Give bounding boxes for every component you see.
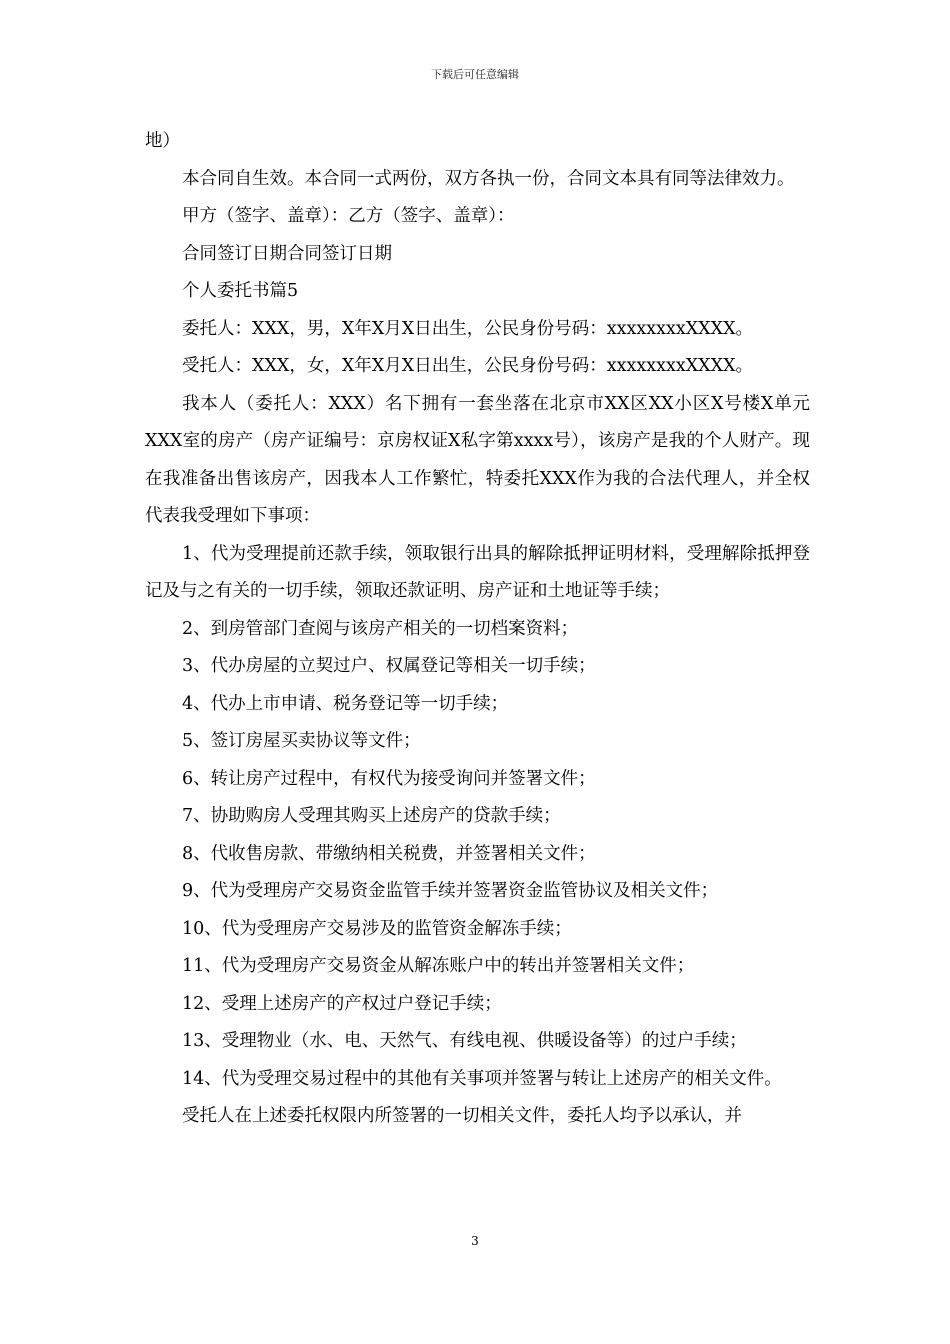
paragraph: 合同签订日期合同签订日期: [182, 243, 392, 264]
list-item: 3、代办房屋的立契过户、权属登记等相关一切手续；: [182, 656, 596, 676]
paragraph: 地）: [145, 131, 180, 151]
list-item: 7、协助购房人受理其购买上述房产的贷款手续；: [182, 806, 561, 826]
list-item: 9、代为受理房产交易资金监管手续并签署资金监管协议及相关文件；: [182, 881, 719, 901]
list-item: 8、代收售房款、带缴纳相关税费，并签署相关文件；: [182, 843, 596, 864]
page-number: 3: [471, 1234, 479, 1248]
list-item: 6、转让房产过程中，有权代为接受询问并签署文件；: [182, 768, 596, 789]
list-item: 10、代为受理房产交易涉及的监管资金解冻手续；: [182, 918, 572, 939]
list-item: 14、代为受理交易过程中的其他有关事项并签署与转让上述房产的相关文件。: [182, 1068, 782, 1089]
list-item: 5、签订房屋买卖协议等文件；: [182, 731, 421, 751]
document-body: [145, 123, 810, 1136]
paragraph: 受托人在上述委托权限内所签署的一切相关文件，委托人均予以承认，并: [182, 1106, 742, 1126]
section-heading: 个人委托书篇5: [182, 281, 299, 301]
list-item: 12、受理上述房产的产权过户登记手续；: [182, 993, 502, 1014]
paragraph: 委托人：XXX，男，X年X月X日出生，公民身份号码：xxxxxxxxXXXX。: [182, 318, 754, 339]
list-item: 1、代为受理提前还款手续，领取银行出具的解除抵押证明材料，受理解除抵押登记及与之有关的一切手续，领取还款证明、房产证和土地证等手续；: [145, 543, 810, 601]
list-item: 2、到房管部门查阅与该房产相关的一切档案资料；: [182, 618, 579, 639]
paragraph: 受托人：XXX，女，X年X月X日出生，公民身份号码：xxxxxxxxXXXX。: [182, 356, 754, 376]
list-item: 13、受理物业（水、电、天然气、有线电视、供暖设备等）的过户手续；: [182, 1031, 747, 1051]
list-item: 4、代办上市申请、税务登记等一切手续；: [182, 693, 509, 714]
list-item: 11、代为受理房产交易资金从解冻账户中的转出并签署相关文件；: [182, 956, 695, 976]
paragraph: 本合同自生效。本合同一式两份，双方各执一份，合同文本具有同等法律效力。: [182, 168, 795, 189]
page-header: 下载后可任意编辑: [431, 68, 519, 81]
paragraph: 甲方（签字、盖章）：乙方（签字、盖章）：: [182, 206, 515, 226]
paragraph: 我本人（委托人：XXX）名下拥有一套坐落在北京市XX区XX小区X号楼X单元XXX室的房产（房产证编号：京房权证X私字第xxxx号），该房产是我的个人财产。现在我准备出售该房产，因我本人工作繁忙，特委托XXX作为我的合法代理人，并全权代表我受理如下事项：: [145, 393, 810, 526]
